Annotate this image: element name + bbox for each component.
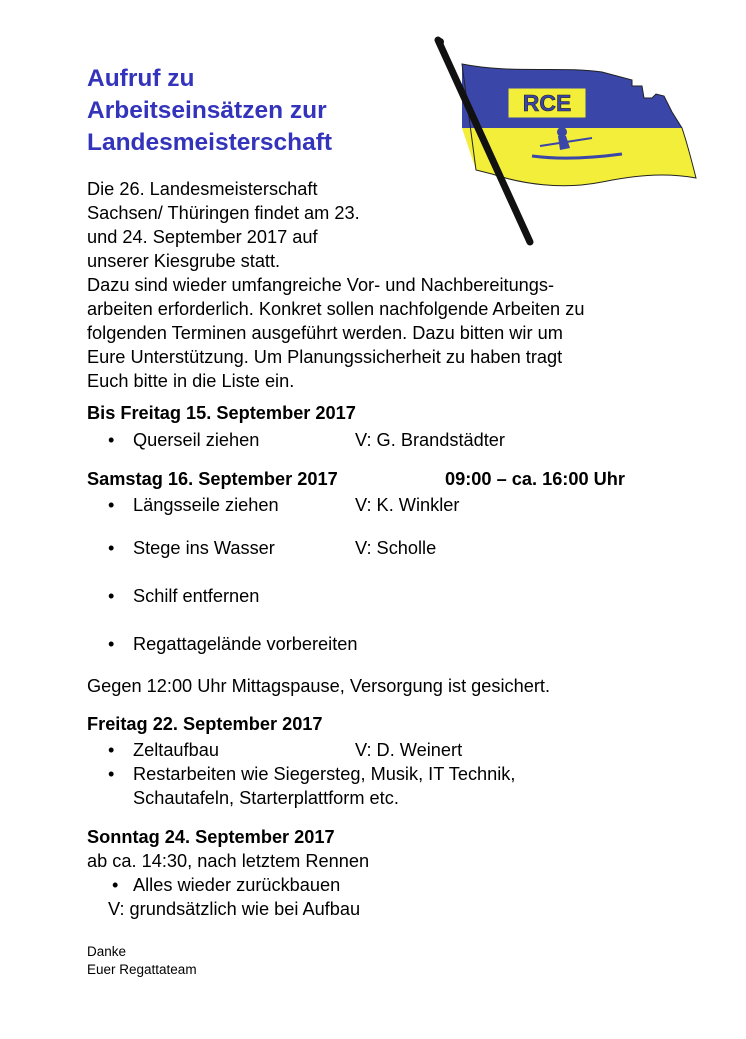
- logo-text: RCE: [522, 90, 572, 116]
- section-heading-1: Bis Freitag 15. September 2017: [87, 403, 356, 423]
- intro-line-8: Eure Unterstützung. Um Planungssicherheit zu haben tragt: [87, 347, 563, 367]
- responsible-line: V: grundsätzlich wie bei Aufbau: [108, 899, 361, 919]
- bullet: •: [108, 430, 115, 450]
- intro-line-3: und 24. September 2017 auf: [87, 227, 318, 247]
- page-title: [87, 63, 332, 159]
- intro-line-5: Dazu sind wieder umfangreiche Vor- und Nachbereitungs-: [87, 275, 555, 295]
- title-line-3: Landesmeisterschaft: [87, 129, 333, 156]
- responsible-text: V: D. Weinert: [355, 740, 463, 760]
- bullet: •: [108, 764, 115, 784]
- section-4-subline: ab ca. 14:30, nach letztem Rennen: [87, 851, 370, 871]
- bullet: •: [108, 634, 115, 654]
- bullet: •: [108, 740, 115, 760]
- task-text: Stege ins Wasser: [133, 538, 275, 558]
- bullet: •: [108, 538, 115, 558]
- section-heading-3: Freitag 22. September 2017: [87, 714, 323, 734]
- responsible-text: V: Scholle: [355, 538, 437, 558]
- task-text: Alles wieder zurückbauen: [133, 875, 341, 895]
- closing-thanks: Danke: [87, 944, 127, 959]
- task-text-continued: Schautafeln, Starterplattform etc.: [133, 788, 399, 808]
- lunch-note: Gegen 12:00 Uhr Mittagspause, Versorgung ist gesichert.: [87, 676, 551, 696]
- section-heading-2: [87, 467, 625, 491]
- task-text: Regattagelände vorbereiten: [133, 634, 358, 654]
- section-heading-2-date: Samstag 16. September 2017: [87, 469, 338, 489]
- task-text: Zeltaufbau: [133, 740, 219, 760]
- title-line-2: Arbeitseinsätzen zur: [87, 97, 327, 124]
- intro-line-6: arbeiten erforderlich. Konkret sollen nachfolgende Arbeiten zu: [87, 299, 585, 319]
- intro-paragraph: [87, 177, 657, 393]
- intro-line-2: Sachsen/ Thüringen findet am 23.: [87, 203, 360, 223]
- title-line-1: Aufruf zu: [87, 65, 195, 92]
- responsible-text: V: K. Winkler: [355, 495, 460, 515]
- task-text: Restarbeiten wie Siegersteg, Musik, IT Technik,: [133, 764, 516, 784]
- section-heading-2-time: 09:00 – ca. 16:00 Uhr: [445, 469, 625, 489]
- intro-line-9: Euch bitte in die Liste ein.: [87, 371, 295, 391]
- bullet: •: [112, 875, 119, 895]
- closing-signature: Euer Regattateam: [87, 962, 197, 977]
- responsible-text: V: G. Brandstädter: [355, 430, 505, 450]
- bullet: •: [108, 586, 115, 606]
- section-heading-4: Sonntag 24. September 2017: [87, 827, 335, 847]
- bullet: •: [108, 495, 115, 515]
- task-text: Längsseile ziehen: [133, 495, 279, 515]
- intro-line-7: folgenden Terminen ausgeführt werden. Dazu bitten wir um: [87, 323, 563, 343]
- intro-line-4: unserer Kiesgrube statt.: [87, 251, 281, 271]
- task-text: Schilf entfernen: [133, 586, 260, 606]
- task-text: Querseil ziehen: [133, 430, 260, 450]
- intro-line-1: Die 26. Landesmeisterschaft: [87, 179, 318, 199]
